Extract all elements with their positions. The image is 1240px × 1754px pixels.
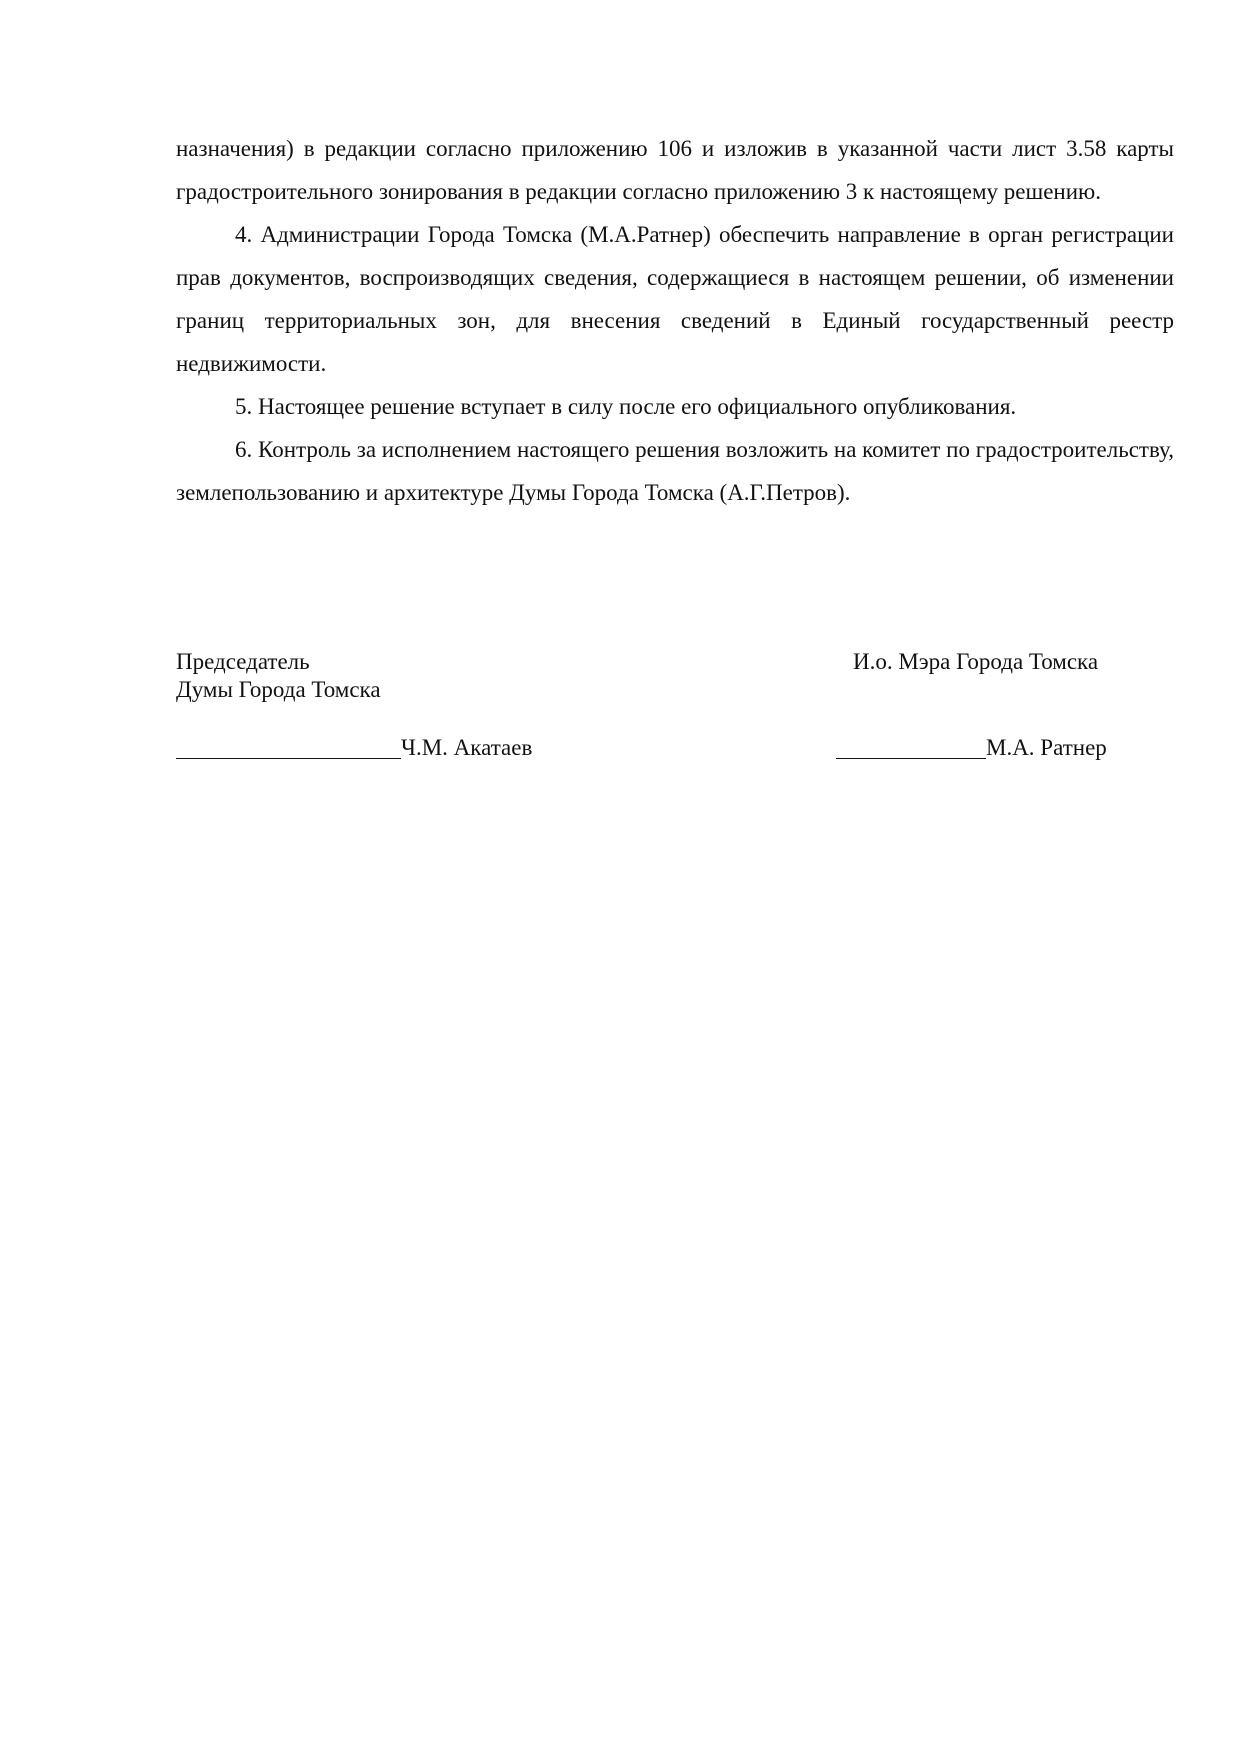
- signature-right-name: М.А. Ратнер: [986, 735, 1107, 760]
- signature-left-block: [176, 734, 532, 762]
- signature-left-title-line2: Думы Города Томска: [176, 677, 381, 702]
- document-body: [176, 127, 1174, 514]
- signature-right-block: [836, 734, 1107, 762]
- signature-right-title: [853, 648, 1098, 676]
- signature-right-title-line1: И.о. Мэра Города Томска: [853, 649, 1099, 674]
- paragraph-continuation: назначения) в редакции согласно приложению 106 и изложив в указанной части лист 3.58 карты градостроительного зонирования в редакции согласно приложению 3 к настоящему решению.: [176, 136, 1174, 204]
- signature-right-rule: [836, 736, 986, 759]
- paragraph-item-4: 4. Администрации Города Томска (М.А.Ратнер) обеспечить направление в орган регистрации прав документов, воспроизводящих сведения, содержащиеся в настоящем решении, об изменении границ территориальных зон, для внесения сведений в Единый государственный реестр недвижимости.: [176, 222, 1174, 376]
- signature-left-title-line1: Председатель: [176, 649, 310, 674]
- paragraph-item-5: 5. Настоящее решение вступает в силу после его официального опубликования.: [235, 394, 1017, 419]
- signature-left-title: [176, 648, 381, 704]
- signature-left-name: Ч.М. Акатаев: [401, 735, 533, 760]
- signature-left-rule: [176, 736, 401, 759]
- paragraph-item-6: 6. Контроль за исполнением настоящего решения возложить на комитет по градостроительству, землепользованию и архитектуре Думы Города Томска (А.Г.Петров).: [176, 437, 1174, 505]
